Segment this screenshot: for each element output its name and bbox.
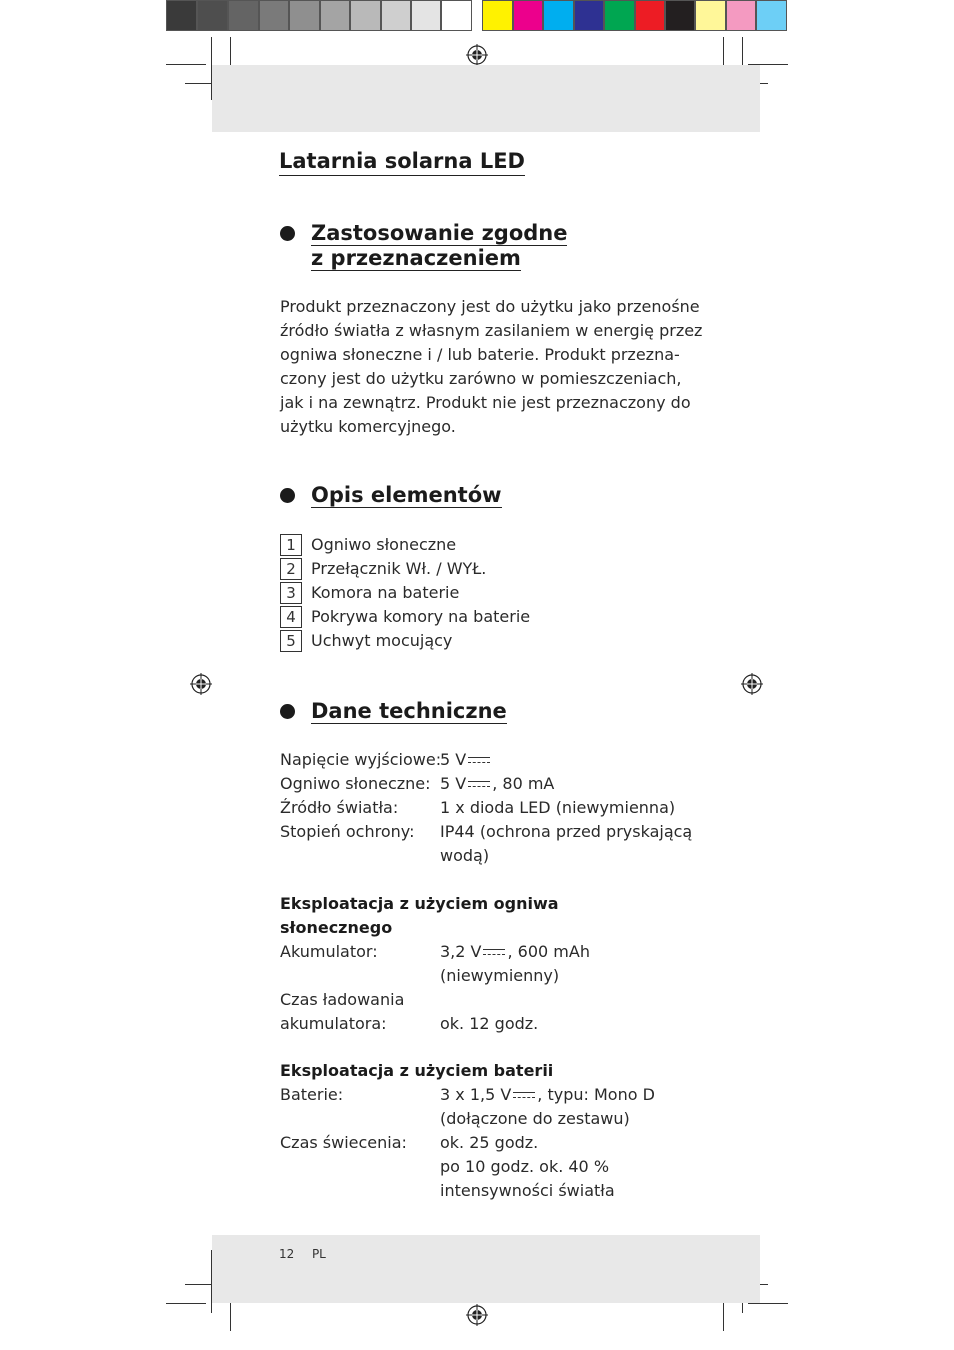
- paragraph-line: źródło światła z własnym zasilaniem w energię przez: [280, 321, 703, 340]
- swatch-cyan: [543, 0, 574, 31]
- bullet-icon: [280, 488, 295, 503]
- section-heading-parts: [311, 483, 502, 508]
- spec-label: Źródło światła:: [280, 798, 399, 817]
- swatch-gray-5: [289, 0, 320, 31]
- heading-line: Opis elementów: [311, 483, 502, 507]
- spec-label: Czas ładowania: [280, 990, 405, 1009]
- spec-value: po 10 godz. ok. 40 %: [440, 1157, 610, 1176]
- part-label: Przełącznik Wł. / WYŁ.: [311, 559, 487, 578]
- spec-value-text: 5 V: [440, 774, 467, 793]
- header-band: [212, 65, 760, 132]
- registration-mark-icon: [466, 1304, 488, 1326]
- crop-mark: [166, 1303, 206, 1304]
- part-label: Komora na baterie: [311, 583, 460, 602]
- heading-line: z przeznaczeniem: [311, 246, 521, 270]
- swatch-yellow: [482, 0, 513, 31]
- heading-line: Dane techniczne: [311, 699, 507, 723]
- part-label: Pokrywa komory na baterie: [311, 607, 531, 626]
- part-number: 3: [280, 582, 302, 604]
- spec-value: ok. 25 godz.: [440, 1133, 539, 1152]
- registration-mark-icon: [190, 673, 212, 695]
- swatch-gray-10: [441, 0, 472, 31]
- page-number: 12: [279, 1247, 295, 1261]
- subheading-solar: Eksploatacja z użyciem ogniwa: [280, 894, 559, 913]
- spec-value-text: , typu: Mono D: [537, 1085, 655, 1104]
- footer-band: [212, 1235, 760, 1303]
- spec-label: Baterie:: [280, 1085, 344, 1104]
- spec-label: Napięcie wyjściowe:: [280, 750, 442, 769]
- paragraph-line: ogniwa słoneczne i / lub baterie. Produkt przezna-: [280, 345, 680, 364]
- bullet-icon: [280, 704, 295, 719]
- dc-symbol-icon: [513, 1091, 535, 1100]
- spec-value: [440, 1083, 655, 1107]
- part-number: 4: [280, 606, 302, 628]
- swatch-gray-1: [166, 0, 197, 31]
- bullet-icon: [280, 226, 295, 241]
- swatch-light-yellow: [695, 0, 726, 31]
- subheading-solar: słonecznego: [280, 918, 393, 937]
- swatch-green: [604, 0, 635, 31]
- paragraph-line: czony jest do użytku zarówno w pomieszczeniach,: [280, 369, 682, 388]
- spec-value: (niewymienny): [440, 966, 560, 985]
- swatch-pink: [726, 0, 756, 31]
- spec-value: [440, 940, 590, 964]
- spec-value: (dołączone do zestawu): [440, 1109, 630, 1128]
- crop-mark: [185, 83, 211, 84]
- swatch-gray-2: [197, 0, 228, 31]
- registration-mark-icon: [741, 673, 763, 695]
- paragraph-line: jak i na zewnątrz. Produkt nie jest przeznaczony do: [280, 393, 691, 412]
- paragraph-line: użytku komercyjnego.: [280, 417, 456, 436]
- part-label: Uchwyt mocujący: [311, 631, 453, 650]
- spec-value-text: 3 x 1,5 V: [440, 1085, 512, 1104]
- swatch-gray-6: [320, 0, 350, 31]
- swatch-gray-8: [381, 0, 411, 31]
- part-number: 2: [280, 558, 302, 580]
- spec-value: IP44 (ochrona przed pryskającą: [440, 822, 693, 841]
- part-number: 1: [280, 534, 302, 556]
- section-heading-tech-data: [311, 699, 507, 724]
- crop-mark: [748, 1303, 788, 1304]
- registration-mark-icon: [466, 44, 488, 66]
- spec-label: Stopień ochrony:: [280, 822, 415, 841]
- swatch-magenta: [513, 0, 543, 31]
- spec-value-text: 5 V: [440, 750, 467, 769]
- spec-value: wodą): [440, 846, 490, 865]
- heading-line: Zastosowanie zgodne: [311, 221, 568, 245]
- language-code: PL: [311, 1247, 326, 1261]
- paragraph-line: Produkt przeznaczony jest do użytku jako przenośne: [280, 297, 700, 316]
- spec-value-text: , 600 mAh: [507, 942, 590, 961]
- spec-value: [440, 748, 492, 772]
- spec-value-text: 3,2 V: [440, 942, 482, 961]
- dc-symbol-icon: [483, 948, 505, 957]
- spec-value-text: , 80 mA: [492, 774, 555, 793]
- swatch-gray-9: [411, 0, 441, 31]
- swatch-black: [665, 0, 695, 31]
- spec-value: ok. 12 godz.: [440, 1014, 539, 1033]
- dc-symbol-icon: [468, 780, 490, 789]
- part-label: Ogniwo słoneczne: [311, 535, 457, 554]
- swatch-gray-7: [350, 0, 381, 31]
- spec-value: [440, 772, 554, 796]
- spec-label: Akumulator:: [280, 942, 378, 961]
- spec-label: Ogniwo słoneczne:: [280, 774, 431, 793]
- spec-value: intensywności światła: [440, 1181, 615, 1200]
- page-title: Latarnia solarna LED: [279, 149, 525, 176]
- subheading-battery: Eksploatacja z użyciem baterii: [280, 1061, 554, 1080]
- intended-use-paragraph: [280, 295, 703, 439]
- swatch-light-cyan: [756, 0, 787, 31]
- spec-label: Czas świecenia:: [280, 1133, 407, 1152]
- swatch-red: [635, 0, 665, 31]
- section-heading-intended-use: [311, 221, 567, 271]
- swatch-gray-3: [228, 0, 259, 31]
- page-footer: [279, 1247, 326, 1261]
- swatch-gray-4: [259, 0, 289, 31]
- crop-mark: [185, 1284, 211, 1285]
- spec-label: akumulatora:: [280, 1014, 387, 1033]
- part-number: 5: [280, 630, 302, 652]
- swatch-blue: [574, 0, 604, 31]
- dc-symbol-icon: [468, 756, 490, 765]
- crop-mark: [166, 64, 206, 65]
- spec-value: 1 x dioda LED (niewymienna): [440, 798, 676, 817]
